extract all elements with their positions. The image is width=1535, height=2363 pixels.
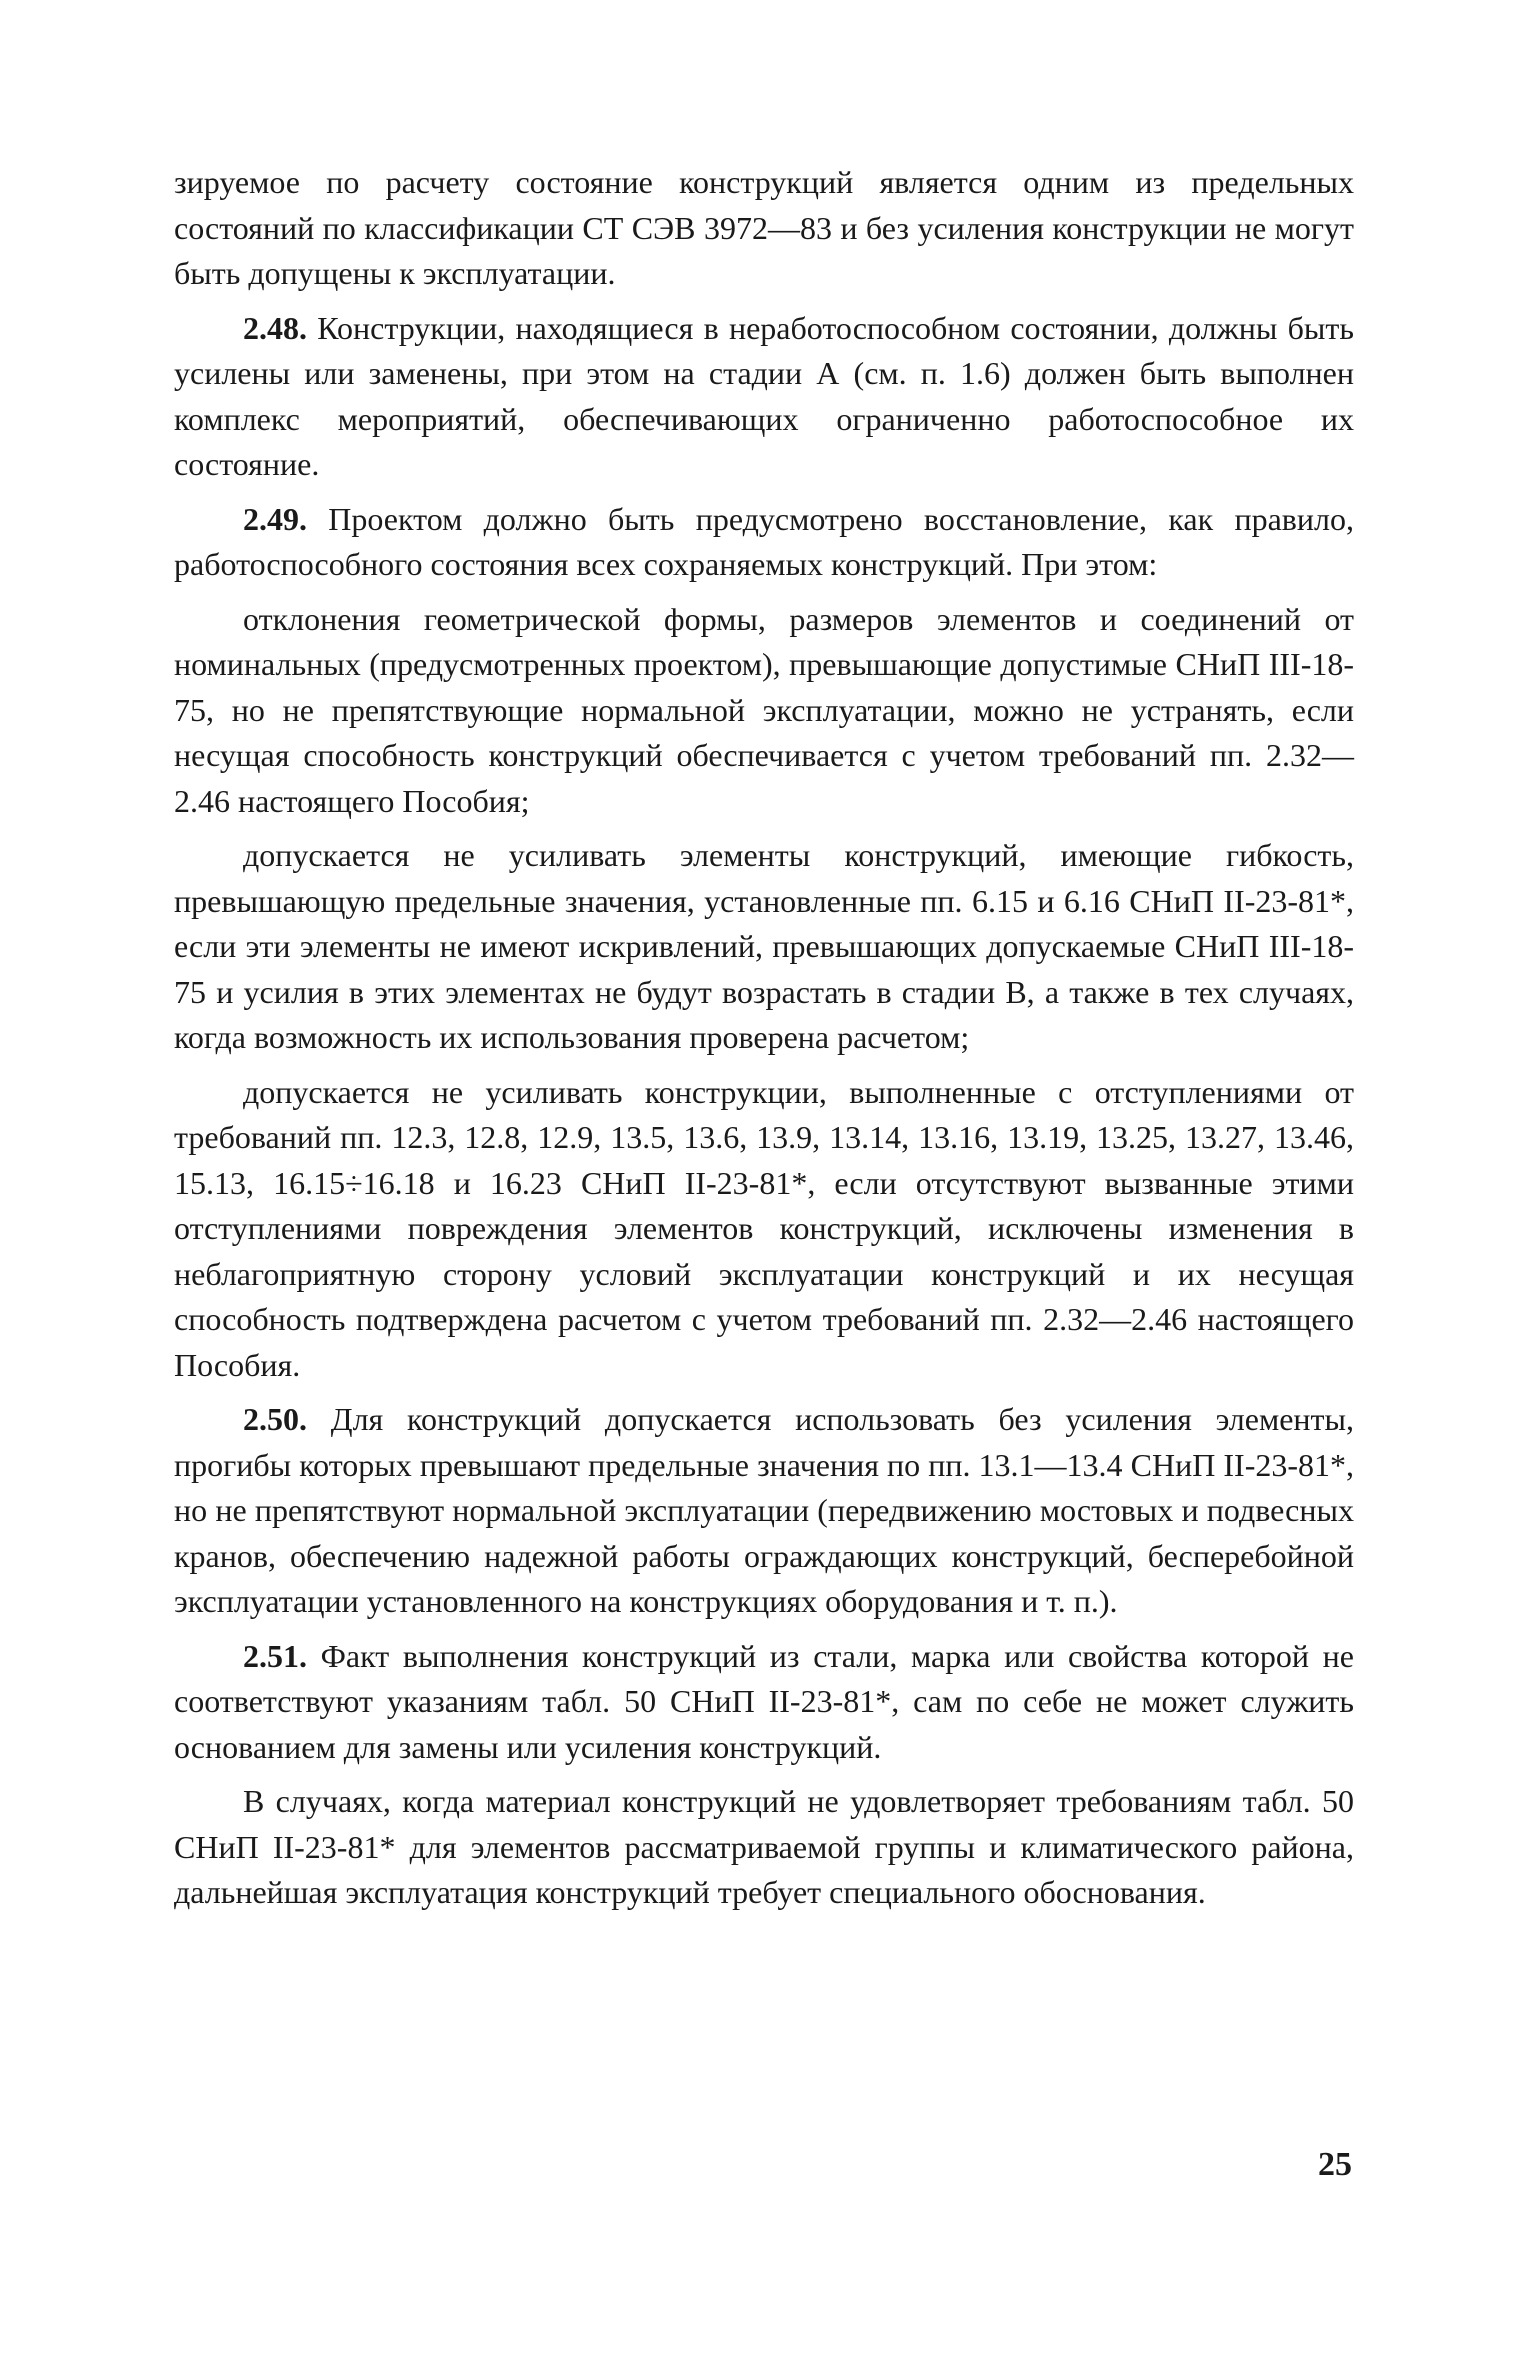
- paragraph-text: допускается не усиливать конструкции, выполненные с отступлениями от требований пп. 12.3, 12.8, 12.9, 13.5, 13.6, 13.9, 13.14, 13.16, 13.19, 13.25, 13.27, 13.46, 15.13, 16.15÷16.18 и 16.23 СНиП II-23-81*, если отсутствуют вызванные этими отступлениями повреждения элементов конструкций, исключены изменения в неблагоприятную сторону условий эксплуатации конструкций и их несущая способность подтверждена расчетом с учетом требований пп. 2.32—2.46 настоящего Пособия.: [174, 1073, 1354, 1383]
- paragraph-2-51: [174, 1634, 1354, 1771]
- list-item-flexibility: [174, 833, 1354, 1061]
- paragraph-text: зируемое по расчету состояние конструкций является одним из предельных состояний по классификации СТ СЭВ 3972—83 и без усиления конструкции не могут быть допущены к эксплуатации.: [174, 164, 1354, 291]
- paragraph-text: Факт выполнения конструкций из стали, марка или свойства которой не соответствуют указаниям табл. 50 СНиП II-23-81*, сам по себе не может служить основанием для замены или усиления конструкций.: [174, 1637, 1354, 1765]
- paragraph-steel-material: [174, 1779, 1354, 1916]
- paragraph-2-50: [174, 1397, 1354, 1625]
- paragraph-number: 2.51.: [243, 1637, 307, 1674]
- paragraph-text: Проектом должно быть предусмотрено восстановление, как правило, работоспособного состояния всех сохраняемых конструкций. При этом:: [174, 500, 1354, 582]
- paragraph-continuation: [174, 160, 1354, 297]
- document-body: [174, 160, 1354, 1916]
- page-number: 25: [1318, 2146, 1352, 2183]
- paragraph-text: Для конструкций допускается использовать без усиления элементы, прогибы которых превышают предельные значения по пп. 13.1—13.4 СНиП II-23-81*, но не препятствуют нормальной эксплуатации (передвижению мостовых и подвесных кранов, обеспечению надежной работы ограждающих конструкций, бесперебойной эксплуатации установленного на конструкциях оборудования и т. п.).: [174, 1401, 1354, 1619]
- paragraph-text: В случаях, когда материал конструкций не удовлетворяет требованиям табл. 50 СНиП II-23-81* для элементов рассматриваемой группы и климатического района, дальнейшая эксплуатация конструкций требует специального обоснования.: [174, 1783, 1354, 1910]
- paragraph-text: отклонения геометрической формы, размеров элементов и соединений от номинальных (предусмотренных проектом), превышающие допустимые СНиП III-18-75, но не препятствующие нормальной эксплуатации, можно не устранять, если несущая способность конструкций обеспечивается с учетом требований пп. 2.32—2.46 настоящего Пособия;: [174, 600, 1354, 819]
- paragraph-number: 2.48.: [243, 309, 307, 346]
- paragraph-number: 2.49.: [243, 500, 307, 537]
- paragraph-2-48: [174, 306, 1354, 488]
- list-item-deviations: [174, 1070, 1354, 1389]
- paragraph-number: 2.50.: [243, 1401, 307, 1437]
- paragraph-text: Конструкции, находящиеся в неработоспособном состоянии, должны быть усилены или заменены, при этом на стадии А (см. п. 1.6) должен быть выполнен комплекс мероприятий, обеспечивающих ограниченно работоспособное их состояние.: [174, 309, 1354, 482]
- paragraph-2-49: [174, 497, 1354, 588]
- paragraph-text: допускается не усиливать элементы конструкций, имеющие гибкость, превышающую предельные значения, установленные пп. 6.15 и 6.16 СНиП II-23-81*, если эти элементы не имеют искривлений, превышающих допускаемые СНиП III-18-75 и усилия в этих элементах не будут возрастать в стадии В, а также в тех случаях, когда возможность их использования проверена расчетом;: [174, 837, 1354, 1055]
- list-item-geometry: [174, 597, 1354, 825]
